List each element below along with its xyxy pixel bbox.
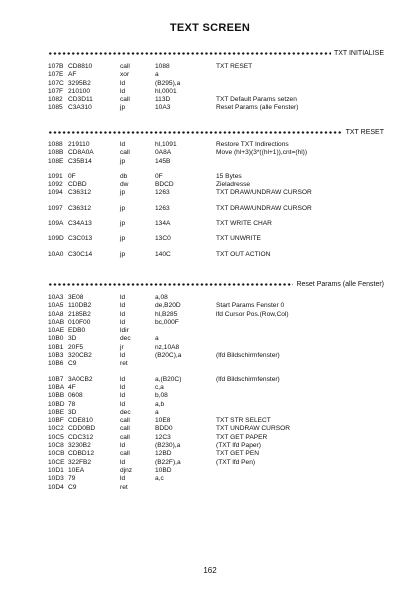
hex-bytes: C3A310: [68, 104, 92, 112]
operand: bc,000F: [155, 318, 179, 326]
address: 1092: [48, 181, 63, 189]
mnemonic: ld: [120, 375, 126, 383]
address: 10CB: [48, 450, 65, 458]
code-line: [48, 96, 388, 104]
mnemonic: ret: [120, 483, 128, 491]
mnemonic: ld: [120, 79, 126, 87]
mnemonic: ld: [120, 310, 126, 318]
address: 1085: [48, 104, 63, 112]
operand: 1263: [155, 204, 170, 212]
address: 107B: [48, 63, 64, 70]
mnemonic: call: [120, 425, 130, 433]
address: 107F: [48, 87, 64, 95]
operand: 10BD: [155, 466, 172, 474]
code-line: [48, 467, 388, 475]
mnemonic: ld: [120, 383, 126, 391]
hex-bytes: CDBD12: [68, 450, 95, 458]
mnemonic: djnz: [120, 466, 133, 474]
mnemonic: db: [120, 172, 128, 180]
mnemonic: ld: [120, 442, 126, 450]
mnemonic: jp: [120, 189, 126, 197]
hex-bytes: CDE810: [68, 417, 93, 425]
address: 10D1: [48, 466, 64, 474]
code-line: [48, 173, 388, 181]
hex-bytes: C30C14: [68, 250, 93, 258]
mnemonic: jr: [120, 343, 124, 351]
mnemonic: jp: [120, 157, 126, 165]
comment: Start Params Fenster 0: [216, 302, 285, 310]
address: 108E: [48, 157, 64, 165]
code-line: [48, 417, 388, 425]
address: 107E: [48, 71, 64, 79]
mnemonic: ld: [120, 400, 126, 408]
mnemonic: ld: [120, 141, 126, 148]
hex-bytes: 0F: [68, 172, 76, 180]
code-line: [48, 409, 388, 417]
operand: 134A: [155, 220, 171, 228]
comment: (lfd Bildschirmfenster): [216, 352, 280, 360]
address: 107C: [48, 79, 64, 87]
comment: TXT DRAW/UNDRAW CURSOR: [216, 189, 312, 197]
comment: TXT OUT ACTION: [216, 250, 271, 258]
operand: 0F: [155, 172, 163, 180]
address: 10CE: [48, 458, 65, 466]
comment: TXT GET PEN: [216, 450, 259, 458]
code-line: [48, 80, 388, 88]
comment: lfd Cursor Pos.(Row,Col): [216, 310, 289, 318]
operand: 1088: [155, 63, 170, 70]
code-line: [48, 63, 388, 71]
hex-bytes: 3E08: [68, 294, 84, 301]
comment: TXT RESET: [216, 63, 253, 70]
address: 10A8: [48, 310, 64, 318]
address: 10BD: [48, 400, 65, 408]
code-line: [48, 205, 388, 213]
operand: 113D: [155, 96, 171, 104]
operand: 10A3: [155, 104, 171, 112]
address: 10B7: [48, 375, 64, 383]
mnemonic: call: [120, 63, 130, 70]
hex-bytes: 010F00: [68, 318, 91, 326]
comment: TXT UNWRITE: [216, 235, 261, 243]
code-line: [48, 484, 388, 492]
mnemonic: ld: [120, 352, 126, 360]
mnemonic: call: [120, 433, 130, 441]
hex-bytes: C34A13: [68, 220, 92, 228]
section-separator: [48, 127, 384, 137]
code-line: [48, 376, 388, 384]
address: 10B1: [48, 343, 64, 351]
operand: (B295),a: [155, 79, 181, 87]
hex-bytes: 2185B2: [68, 310, 91, 318]
hex-bytes: 210100: [68, 87, 91, 95]
mnemonic: call: [120, 417, 130, 425]
hex-bytes: C9: [68, 360, 77, 368]
operand: a,c: [155, 475, 164, 483]
code-line: [48, 360, 388, 368]
hex-bytes: 219110: [68, 141, 90, 148]
hex-bytes: CD3D11: [68, 96, 93, 104]
address: 109A: [48, 220, 64, 228]
mnemonic: call: [120, 149, 130, 157]
address: 10BB: [48, 392, 65, 400]
comment: TXT GET PAPER: [216, 433, 268, 441]
hex-bytes: 3A0CB2: [68, 375, 93, 383]
mnemonic: xor: [120, 71, 130, 79]
code-line: [48, 475, 388, 483]
comment: TXT WRITE CHAR: [216, 220, 272, 228]
operand: de,B20D: [155, 302, 181, 310]
mnemonic: ld: [120, 87, 126, 95]
hex-bytes: C3C013: [68, 235, 93, 243]
code-line: [48, 158, 388, 166]
code-line: [48, 235, 388, 243]
comment: TXT DRAW/UNDRAW CURSOR: [216, 204, 312, 212]
operand: (B230),a: [155, 442, 181, 450]
address: 1097: [48, 204, 63, 212]
mnemonic: dw: [120, 181, 129, 189]
operand: BDCD: [155, 181, 174, 189]
comment: TXT STR SELECT: [216, 417, 271, 425]
code-line: [48, 302, 388, 310]
operand: 1263: [155, 189, 170, 197]
comment: Move (hl+3)(3*((hl+1)),cnt=(hl)): [216, 149, 308, 157]
code-line: [48, 181, 388, 189]
mnemonic: ld: [120, 318, 126, 326]
hex-bytes: 3295B2: [68, 79, 91, 87]
mnemonic: jp: [120, 235, 126, 243]
comment: 15 Bytes: [216, 172, 242, 180]
mnemonic: jp: [120, 204, 126, 212]
dotted-rule: [48, 283, 293, 286]
operand: a,(B20C): [155, 375, 182, 383]
mnemonic: ldir: [120, 327, 129, 335]
operand: 13C0: [155, 235, 171, 243]
address: 10D4: [48, 483, 64, 491]
hex-bytes: C36312: [68, 204, 92, 212]
code-line: [48, 401, 388, 409]
mnemonic: ld: [120, 392, 126, 400]
operand: a,b: [155, 400, 165, 408]
code-line: [48, 459, 388, 467]
comment: TXT Default Params setzen: [216, 96, 297, 104]
hex-bytes: C35B14: [68, 157, 92, 165]
code-line: [48, 384, 388, 392]
page-title: TEXT SCREEN: [169, 22, 251, 34]
address: 10B0: [48, 335, 64, 343]
operand: 145B: [155, 157, 171, 165]
hex-bytes: 3D: [68, 335, 77, 343]
mnemonic: ld: [120, 458, 126, 466]
hex-bytes: 322FB2: [68, 458, 92, 466]
code-line: [48, 104, 388, 112]
hex-bytes: 10EA: [68, 466, 85, 474]
code-line: [48, 189, 388, 197]
code-block: [48, 141, 388, 259]
hex-bytes: 320CB2: [68, 352, 92, 360]
address: 1082: [48, 96, 63, 104]
operand: nz,10A8: [155, 343, 180, 351]
hex-bytes: CDBD: [68, 181, 87, 189]
section-separator: [48, 48, 384, 58]
section-header: TXT INITIALISE: [333, 49, 384, 57]
hex-bytes: 78: [68, 400, 76, 408]
operand: 0A8A: [155, 149, 172, 157]
code-line: [48, 425, 388, 433]
code-line: [48, 352, 388, 360]
operand: a: [155, 335, 159, 343]
hex-bytes: C36312: [68, 189, 92, 197]
code-line: [48, 149, 388, 157]
address: 108B: [48, 149, 64, 157]
code-line: [48, 450, 388, 458]
code-line: [48, 392, 388, 400]
mnemonic: dec: [120, 335, 131, 343]
hex-bytes: 110DB2: [68, 302, 92, 310]
address: 10A3: [48, 294, 64, 301]
operand: a: [155, 71, 159, 79]
comment: (lfd Bildschirmfenster): [216, 375, 280, 383]
code-line: [48, 311, 388, 319]
mnemonic: call: [120, 450, 130, 458]
address: 1094: [48, 189, 63, 197]
address: 10BF: [48, 417, 64, 425]
operand: a,08: [155, 294, 168, 301]
code-line: [48, 335, 388, 343]
hex-bytes: CDC312: [68, 433, 94, 441]
mnemonic: ret: [120, 360, 128, 368]
hex-bytes: EDB0: [68, 327, 86, 335]
address: 1088: [48, 141, 63, 148]
address: 10C8: [48, 442, 64, 450]
address: 10D3: [48, 475, 64, 483]
dotted-rule: [48, 52, 331, 55]
hex-bytes: CDD0BD: [68, 425, 96, 433]
operand: b,08: [155, 392, 168, 400]
address: 10AE: [48, 327, 65, 335]
code-line: [48, 344, 388, 352]
address: 10A5: [48, 302, 64, 310]
operand: hl,0001: [155, 87, 177, 95]
hex-bytes: 20F5: [68, 343, 84, 351]
mnemonic: ld: [120, 294, 126, 301]
operand: (B22F),a: [155, 458, 181, 466]
hex-bytes: AF: [68, 71, 77, 79]
hex-bytes: 79: [68, 475, 76, 483]
mnemonic: jp: [120, 250, 126, 258]
code-block: [48, 63, 388, 113]
comment: (TXT lfd Paper): [216, 442, 261, 450]
code-block: [48, 294, 388, 492]
comment: Zieladresse: [216, 181, 251, 189]
operand: BDD0: [155, 425, 173, 433]
comment: Restore TXT Indirections: [216, 141, 289, 148]
operand: hl,1091: [155, 141, 177, 148]
mnemonic: ld: [120, 302, 126, 310]
hex-bytes: 4F: [68, 383, 76, 391]
code-line: [48, 251, 388, 259]
code-line: [48, 141, 388, 149]
address: 109D: [48, 235, 64, 243]
operand: (B20C),a: [155, 352, 182, 360]
code-line: [48, 71, 388, 79]
operand: 12BD: [155, 450, 172, 458]
address: 10BA: [48, 383, 65, 391]
code-line: [48, 327, 388, 335]
operand: hl,B285: [155, 310, 178, 318]
hex-bytes: CD8810: [68, 63, 93, 70]
hex-bytes: 3230B2: [68, 442, 91, 450]
comment: Reset Params (alle Fenster): [216, 104, 299, 112]
mnemonic: jp: [120, 104, 126, 112]
hex-bytes: 3D: [68, 408, 77, 416]
code-line: [48, 434, 388, 442]
hex-bytes: C9: [68, 483, 77, 491]
operand: 140C: [155, 250, 171, 258]
operand: 12C3: [155, 433, 171, 441]
address: 10A0: [48, 250, 64, 258]
code-line: [48, 88, 388, 96]
section-header: TXT RESET: [345, 128, 384, 136]
hex-bytes: 0608: [68, 392, 83, 400]
address: 10B3: [48, 352, 64, 360]
mnemonic: dec: [120, 408, 131, 416]
address: 10C5: [48, 433, 64, 441]
code-line: [48, 220, 388, 228]
section-header: Reset Params (alle Fenster): [296, 280, 384, 288]
mnemonic: ld: [120, 475, 126, 483]
code-line: [48, 319, 388, 327]
address: 10AB: [48, 318, 65, 326]
section-separator: [48, 279, 384, 289]
operand: c,a: [155, 383, 164, 391]
address: 10BE: [48, 408, 65, 416]
comment: (TXT lfd Pen): [216, 458, 256, 466]
operand: a: [155, 408, 159, 416]
mnemonic: call: [120, 96, 130, 104]
address: 10B6: [48, 360, 64, 368]
operand: 10E8: [155, 417, 171, 425]
address: 1091: [48, 172, 63, 180]
comment: TXT UNDRAW CURSOR: [216, 425, 290, 433]
code-line: [48, 294, 388, 302]
mnemonic: jp: [120, 220, 126, 228]
address: 10C2: [48, 425, 64, 433]
code-line: [48, 442, 388, 450]
dotted-rule: [48, 131, 343, 134]
page-number: 162: [203, 566, 217, 575]
hex-bytes: CD8A0A: [68, 149, 94, 157]
